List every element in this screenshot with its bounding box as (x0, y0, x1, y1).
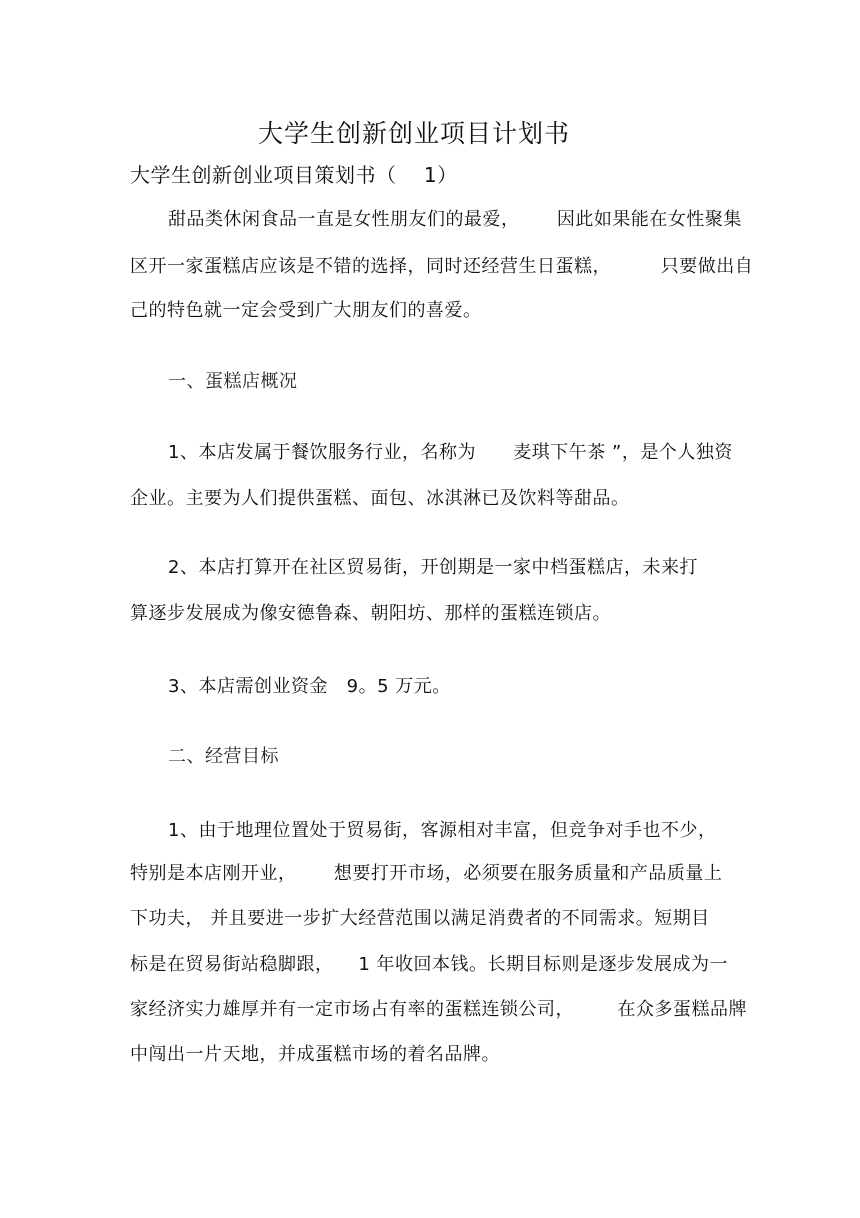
section2-item1-line-4: 标是在贸易街站稳脚跟， 1 年收回本钱。长期目标则是逐步发展成为一 (130, 954, 729, 975)
section1-item3-line-1: 3、本店需创业资金 9。5 万元。 (168, 676, 451, 697)
section1-item1-line-2: 企业。主要为人们提供蛋糕、面包、冰淇淋已及饮料等甜品。 (130, 488, 630, 509)
section2-item1-line-2: 特别是本店刚开业， 想要打开市场，必须要在服务质量和产品质量上 (130, 863, 723, 884)
section2-item1-line-5: 家经济实力雄厚并有一定市场占有率的蛋糕连锁公司， 在众多蛋糕品牌 (130, 999, 748, 1020)
section1-item2-line-1: 2、本店打算开在社区贸易街，开创期是一家中档蛋糕店，未来打 (168, 557, 698, 578)
section2-item1-line-6: 中闯出一片天地，并成蛋糕市场的着名品牌。 (130, 1044, 500, 1065)
intro-line-2: 区开一家蛋糕店应该是不错的选择，同时还经营生日蛋糕， 只要做出自 (130, 256, 754, 277)
section2-item1-line-3: 下功夫， 并且要进一步扩大经营范围以满足消费者的不同需求。短期目 (130, 908, 710, 929)
section2-item1-line-1: 1、由于地理位置处于贸易街，客源相对丰富，但竞争对手也不少， (168, 820, 717, 841)
section1-item1-line-1: 1、本店发属于餐饮服务行业，名称为 麦琪下午茶 ”，是个人独资 (168, 442, 733, 463)
section1-item2-line-2: 算逐步发展成为像安德鲁森、朝阳坊、那样的蛋糕连锁店。 (130, 603, 611, 624)
section1-heading: 一、蛋糕店概况 (168, 371, 298, 392)
section2-heading: 二、经营目标 (168, 746, 279, 767)
document-subtitle: 大学生创新创业项目策划书（ 1） (130, 163, 458, 187)
intro-line-3: 己的特色就一定会受到广大朋友们的喜爱。 (130, 300, 482, 321)
intro-line-1: 甜品类休闲食品一直是女性朋友们的最爱， 因此如果能在女性聚集 (168, 209, 742, 230)
document-title: 大学生创新创业项目计划书 (257, 119, 570, 148)
